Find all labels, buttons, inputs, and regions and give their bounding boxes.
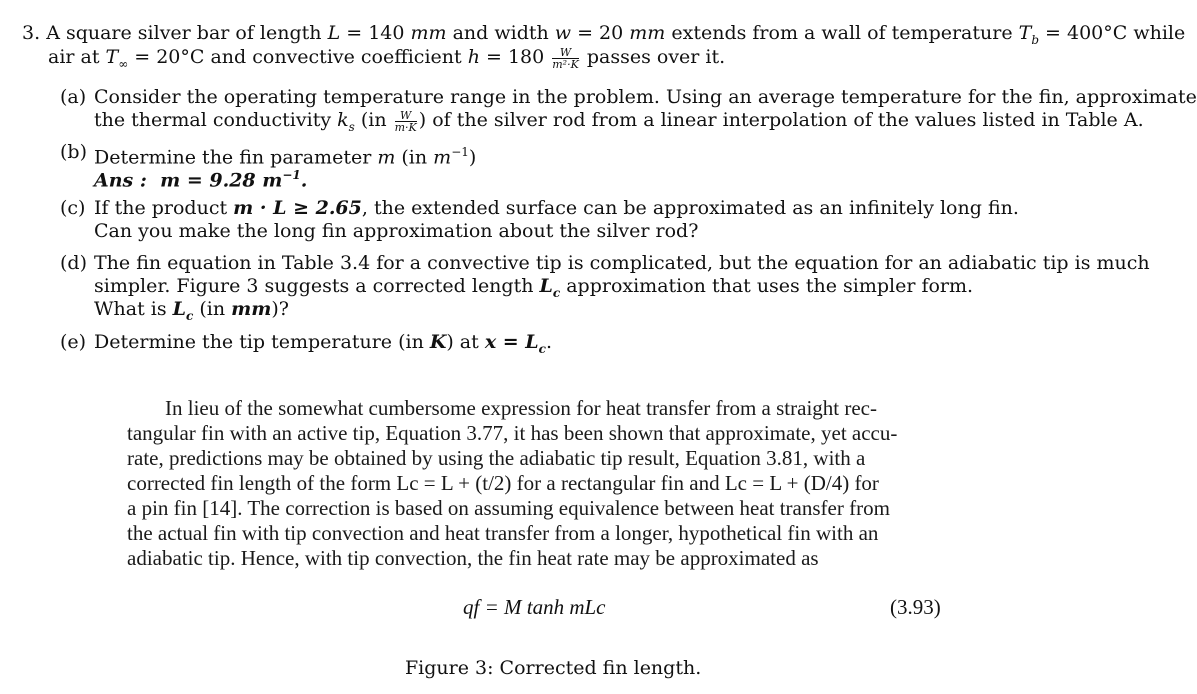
- excerpt-line: adiabatic tip. Hence, with tip convection, the fin heat rate may be approximated as: [127, 546, 819, 570]
- part-e-line1: Determine the tip temperature (in K) at $x = L_c$.: [94, 331, 553, 356]
- equation-number: (3.93): [890, 595, 941, 619]
- excerpt-line: a pin fin [14]. The correction is based on assuming equivalence between heat transfer from: [127, 496, 890, 520]
- part-d-label: (d): [60, 252, 87, 274]
- h-unit-fraction: $\frac{W}{\text{m²·K}}$: [552, 45, 579, 71]
- excerpt-line: the actual fin with tip convection and heat transfer from a longer, hypothetical fin with an: [127, 521, 879, 545]
- excerpt-line: corrected fin length of the form Lc = L + (t/2) for a rectangular fin and Lc = L + (D/4) for: [127, 471, 879, 495]
- part-c-line1: If the product m · L ≥ 2.65, the extended surface can be approximated as an infinitely long fin.: [94, 197, 1019, 219]
- problem-stem-line2: air at $T_\infty = 20^\circ C$ and convective coefficient h = 180 $\frac{W}{\text{m²·K}}$ passes over it.: [48, 45, 726, 71]
- part-e-label: (e): [60, 331, 87, 353]
- part-d-line1: The fin equation in Table 3.4 for a convective tip is complicated, but the equation for an adiabatic tip is much: [94, 252, 1150, 274]
- k-unit-fraction: $\frac{W}{m\cdot K}$: [394, 108, 417, 134]
- part-d-line2: simpler. Figure 3 suggests a corrected length $L_c$ approximation that uses the simpler form.: [94, 275, 974, 300]
- part-b-line1: Determine the fin parameter m (in $m^{-1}$): [94, 145, 477, 169]
- part-b-answer: Ans : m = 9.28 $m^{-1}$.: [94, 168, 308, 192]
- excerpt-line: tangular fin with an active tip, Equation 3.77, it has been shown that approximate, yet accu-: [127, 421, 898, 445]
- figure-caption: Figure 3: Corrected fin length.: [405, 657, 702, 679]
- problem-stem-line1: 3. A square silver bar of length L = 140 mm and width w = 20 mm extends from a wall of temperature $T_b = 400^\circ C$ while: [22, 22, 1186, 47]
- equation-3-93: qf = M tanh mLc: [463, 595, 606, 619]
- part-b-label: (b): [60, 141, 87, 163]
- part-a-line1: Consider the operating temperature range in the problem. Using an average temperature for the fin, approximate: [94, 86, 1197, 108]
- part-a-line2: the thermal conductivity $k_s$ (in $\frac{W}{m\cdot K}$ ) of the silver rod from a linear interpolation of the values listed in Table A.: [94, 108, 1144, 134]
- problem-number: 3.: [22, 22, 41, 44]
- textbook-excerpt: [127, 396, 949, 571]
- part-a-label: (a): [60, 86, 87, 108]
- excerpt-line: In lieu of the somewhat cumbersome expression for heat transfer from a straight rec-: [165, 396, 877, 420]
- part-c-label: (c): [60, 197, 86, 219]
- excerpt-line: rate, predictions may be obtained by using the adiabatic tip result, Equation 3.81, with a: [127, 446, 866, 470]
- part-c-line2: Can you make the long fin approximation about the silver rod?: [94, 220, 699, 242]
- part-d-line3: What is $L_c$ (in mm)?: [94, 298, 289, 323]
